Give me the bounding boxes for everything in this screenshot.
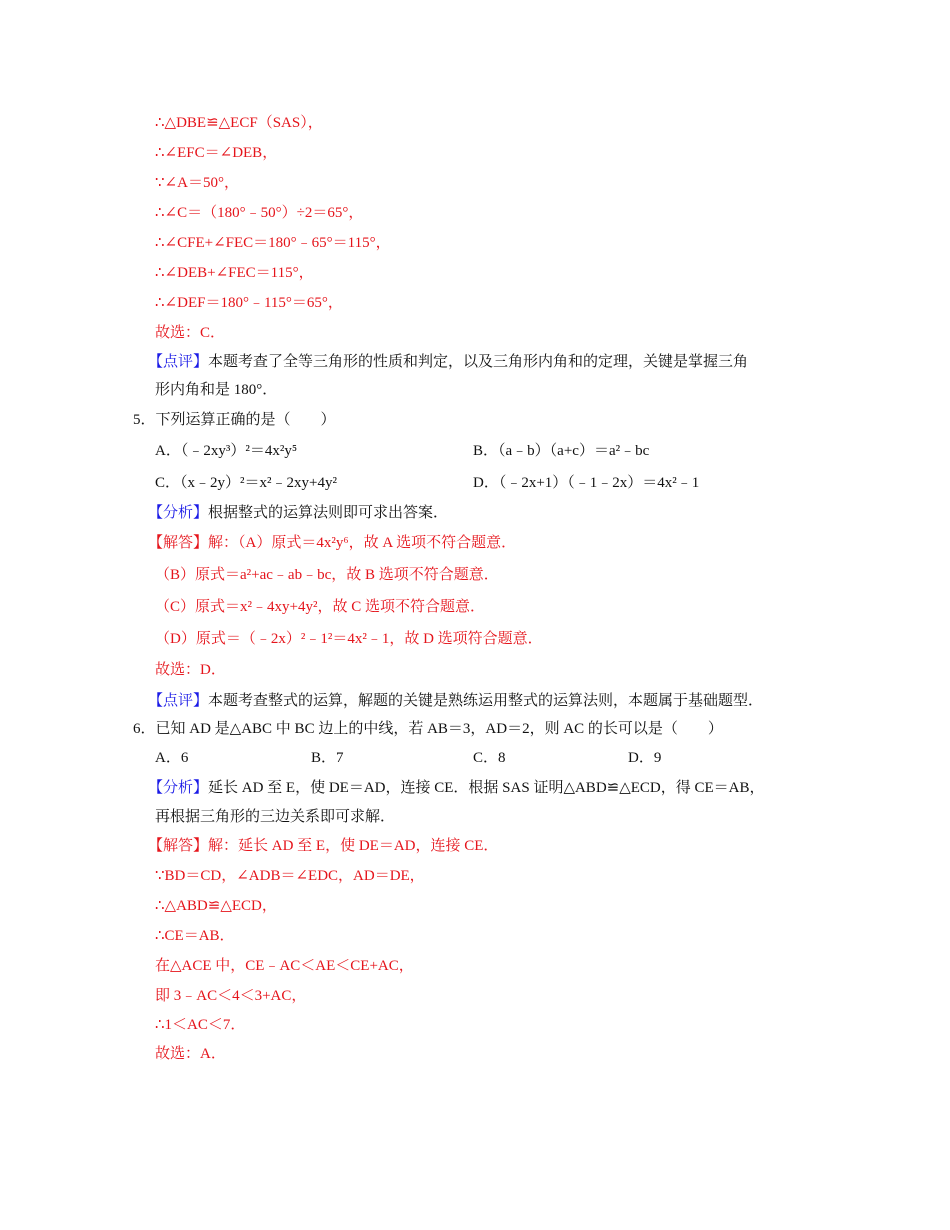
answer-line: （B）原式＝a²+ac﹣ab﹣bc，故 B 选项不符合题意． bbox=[155, 567, 499, 583]
solution-line: ∴∠CFE+∠FEC＝180°﹣65°＝115°， bbox=[155, 235, 391, 251]
question-number: 5． bbox=[133, 412, 156, 428]
question-stem: 下列运算正确的是（ ） bbox=[155, 412, 336, 428]
analysis-text: 延长 AD 至 E，使 DE＝AD，连接 CE．根据 SAS 证明△ABD≌△ECD，得 CE＝AB， bbox=[208, 780, 765, 796]
comment-block bbox=[148, 353, 748, 371]
solution-line: ∴△DBE≌△ECF（SAS）， bbox=[155, 115, 323, 131]
analysis-text: 根据整式的运算法则即可求出答案． bbox=[208, 505, 449, 521]
answer-label: 【解答】 bbox=[148, 838, 209, 854]
solution-line: ∴∠DEF＝180°﹣115°＝65°， bbox=[155, 295, 343, 311]
option-a: A．（﹣2xy³）²＝4x²y⁵ bbox=[155, 443, 298, 459]
option-b: B．7 bbox=[311, 750, 344, 766]
option-a: A．6 bbox=[155, 750, 189, 766]
answer-line: ∴1＜AC＜7． bbox=[155, 1017, 246, 1033]
answer-block bbox=[148, 837, 498, 855]
option-c: C．8 bbox=[473, 750, 506, 766]
comment-label: 【点评】 bbox=[148, 693, 209, 709]
analysis-block bbox=[148, 779, 765, 797]
answer-line: ∵BD＝CD，∠ADB＝∠EDC，AD＝DE， bbox=[155, 868, 425, 884]
question-stem: 已知 AD 是△ABC 中 BC 边上的中线，若 AB＝3，AD＝2，则 AC 的长可以是（ ） bbox=[155, 721, 723, 737]
question-number: 6． bbox=[133, 721, 156, 737]
option-c: C．（x﹣2y）²＝x²﹣2xy+4y² bbox=[155, 475, 337, 491]
answer-line: ∴△ABD≌△ECD， bbox=[155, 898, 277, 914]
solution-line: ∴∠C＝（180°﹣50°）÷2＝65°， bbox=[155, 205, 364, 221]
answer-block bbox=[148, 534, 516, 552]
answer-text: 解：（A）原式＝4x²y⁶，故 A 选项不符合题意． bbox=[208, 535, 517, 551]
answer-line: （D）原式＝（﹣2x）²﹣1²＝4x²﹣1，故 D 选项符合题意． bbox=[155, 631, 543, 647]
question-5 bbox=[133, 411, 336, 429]
solution-line: ∴∠DEB+∠FEC＝115°， bbox=[155, 265, 314, 281]
answer-label: 【解答】 bbox=[148, 535, 209, 551]
analysis-label: 【分析】 bbox=[148, 505, 209, 521]
comment-block bbox=[148, 692, 763, 710]
comment-label: 【点评】 bbox=[148, 354, 209, 370]
analysis-block bbox=[148, 504, 448, 522]
answer-line: 即 3﹣AC＜4＜3+AC， bbox=[155, 988, 307, 1004]
analysis-text-cont: 再根据三角形的三边关系即可求解． bbox=[155, 809, 396, 825]
answer-line: （C）原式＝x²﹣4xy+4y²，故 C 选项不符合题意． bbox=[155, 599, 485, 615]
solution-line: ∵∠A＝50°， bbox=[155, 175, 239, 191]
answer-line: 在△ACE 中，CE﹣AC＜AE＜CE+AC， bbox=[155, 958, 414, 974]
comment-text: 本题考查整式的运算，解题的关键是熟练运用整式的运算法则，本题属于基础题型． bbox=[208, 693, 764, 709]
answer-line: ∴CE＝AB． bbox=[155, 928, 235, 944]
comment-text: 本题考查了全等三角形的性质和判定，以及三角形内角和的定理，关键是掌握三角 bbox=[208, 354, 749, 370]
answer-text: 解：延长 AD 至 E，使 DE＝AD，连接 CE． bbox=[208, 838, 499, 854]
final-answer: 故选：D． bbox=[155, 662, 226, 678]
final-answer: 故选：C． bbox=[155, 325, 226, 341]
option-b: B．（a﹣b）（a+c）＝a²﹣bc bbox=[473, 443, 650, 459]
option-d: D．9 bbox=[628, 750, 662, 766]
comment-text-cont: 形内角和是 180°． bbox=[155, 382, 278, 398]
analysis-label: 【分析】 bbox=[148, 780, 209, 796]
final-answer: 故选：A． bbox=[155, 1046, 226, 1062]
option-d: D．（﹣2x+1）（﹣1﹣2x）＝4x²﹣1 bbox=[473, 475, 700, 491]
question-6 bbox=[133, 720, 723, 738]
solution-line: ∴∠EFC＝∠DEB， bbox=[155, 145, 278, 161]
